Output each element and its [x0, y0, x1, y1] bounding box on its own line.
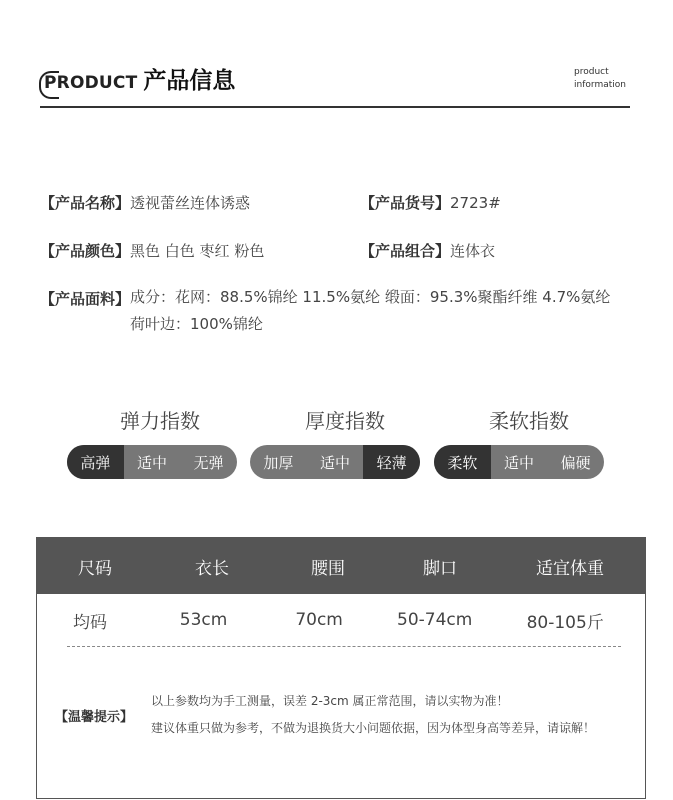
section-header: [40, 56, 630, 108]
scale-option: 偏硬: [560, 453, 591, 472]
spec-key: 【产品名称】: [40, 194, 131, 212]
scale-option: 无弹: [193, 453, 224, 472]
thickness-index-title: 厚度指数: [305, 409, 385, 433]
spec-key: 【产品组合】: [360, 242, 451, 260]
spec-product-color: [40, 240, 264, 261]
subtitle-line-1: product: [574, 67, 609, 77]
brand-product-text: PRODUCT: [40, 73, 137, 93]
brand: [40, 62, 235, 95]
brand-subtitle: [574, 66, 626, 92]
spec-key: 【产品面料】: [40, 290, 131, 308]
table-header-cell: 适宜体重: [536, 558, 604, 579]
spec-key: 【产品货号】: [360, 194, 451, 212]
scale-option: 适中: [320, 453, 351, 472]
softness-index-scale: [434, 445, 604, 479]
fabric-line-2: 荷叶边：100%锦纶: [130, 315, 263, 333]
tips-text: [151, 688, 595, 742]
thickness-index-scale: [250, 445, 420, 479]
section-title: 产品信息: [143, 68, 236, 94]
spec-value: 黑色 白色 枣红 粉色: [130, 242, 265, 260]
subtitle-line-2: information: [574, 80, 626, 90]
scale-option: 高弹: [67, 445, 124, 479]
header-divider: [40, 106, 630, 108]
elasticity-index-scale: [67, 445, 237, 479]
scale-option: 适中: [504, 453, 535, 472]
table-cell: 53cm: [179, 610, 228, 630]
tips-label: 【温馨提示】: [55, 710, 134, 725]
scale-option: 轻薄: [363, 445, 420, 479]
tips-line-2: 建议体重只做为参考，不做为退换货大小问题依据，因为体型身高等差异，请谅解！: [151, 721, 596, 735]
spec-value: 连体衣: [450, 242, 496, 260]
table-cell: 80-105斤: [526, 612, 604, 633]
spec-value: 透视蕾丝连体诱惑: [130, 194, 251, 212]
spec-value: 2723#: [450, 194, 501, 212]
size-table: [36, 537, 646, 799]
tips-line-1: 以上参数均为手工测量，误差 2-3cm 属正常范围，请以实物为准！: [151, 694, 509, 708]
spec-product-name: [40, 192, 250, 213]
table-cell: 70cm: [295, 610, 343, 630]
softness-index-title: 柔软指数: [489, 409, 569, 433]
fabric-line-1: 成分：花网：88.5%锦纶 11.5%氨纶 缎面：95.3%聚酯纤维 4.7%氨纶: [130, 288, 611, 306]
table-header-row: [37, 538, 645, 594]
spec-key: 【产品颜色】: [40, 242, 131, 260]
scale-option: 柔软: [434, 445, 491, 479]
spec-fabric: [40, 288, 650, 338]
table-header-cell: 尺码: [78, 558, 112, 579]
table-cell: 50-74cm: [397, 610, 473, 630]
table-header-cell: 衣长: [195, 558, 229, 579]
table-row: [67, 594, 621, 647]
table-header-cell: 脚口: [423, 558, 457, 579]
elasticity-index-title: 弹力指数: [120, 409, 200, 433]
scale-option: 适中: [137, 453, 168, 472]
spec-item-number: [360, 192, 501, 213]
table-header-cell: 腰围: [311, 558, 345, 579]
table-cell: 均码: [73, 612, 107, 633]
spec-product-combo: [360, 240, 495, 261]
spec-value: [130, 284, 610, 338]
scale-option: 加厚: [263, 453, 294, 472]
